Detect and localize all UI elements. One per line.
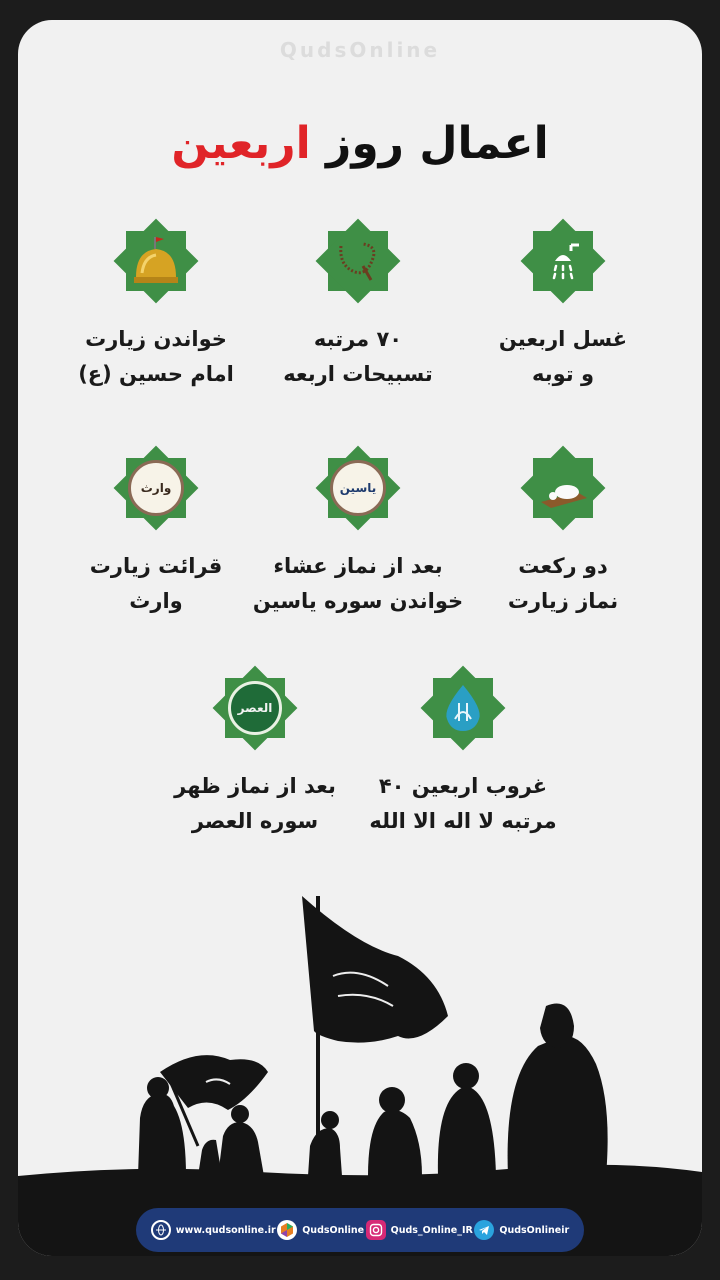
footer-website[interactable] bbox=[151, 1220, 276, 1240]
prayer-icon bbox=[520, 445, 606, 531]
tahlil-calligraphy-icon bbox=[420, 665, 506, 751]
small-flag bbox=[160, 1055, 268, 1110]
watermark: QudsOnline bbox=[279, 38, 441, 62]
rosary-icon bbox=[315, 218, 401, 304]
shrine-dome-icon bbox=[113, 218, 199, 304]
app-text: QudsOnline bbox=[302, 1224, 365, 1236]
shower-icon bbox=[520, 218, 606, 304]
yasin-calligraphy-icon: یاسین bbox=[315, 445, 401, 531]
footer-app[interactable] bbox=[277, 1220, 364, 1240]
website-text: www.qudsonline.ir bbox=[175, 1224, 276, 1236]
globe-icon bbox=[151, 1220, 171, 1240]
item-label: بعد از نماز عشاء خواندن سوره یاسین bbox=[252, 554, 464, 613]
item-label: دو رکعت نماز زیارت bbox=[507, 554, 619, 613]
instagram-icon bbox=[366, 1220, 386, 1240]
item-label: غروب اربعین ۴۰ مرتبه لا اله الا الله bbox=[369, 774, 557, 833]
instagram-text: Quds_Online_IR bbox=[390, 1224, 473, 1236]
title-main: اعمال روز bbox=[325, 118, 549, 169]
black-flag bbox=[302, 896, 448, 1043]
item-label: غسل اربعین و توبه bbox=[498, 327, 628, 386]
footer-telegram[interactable] bbox=[474, 1220, 569, 1240]
list-item bbox=[145, 665, 365, 839]
infographic-card bbox=[18, 20, 702, 1256]
list-item bbox=[353, 665, 573, 839]
list-item bbox=[46, 218, 266, 392]
app-logo-icon bbox=[277, 1220, 297, 1240]
asr-calligraphy-icon: العصر bbox=[212, 665, 298, 751]
title-accent: اربعین bbox=[171, 118, 311, 169]
item-label: ۷۰ مرتبه تسبیحات اربعه bbox=[283, 327, 433, 386]
footer-instagram[interactable] bbox=[366, 1220, 473, 1240]
list-item bbox=[248, 218, 468, 392]
item-label: بعد از نماز ظهر سوره العصر bbox=[174, 774, 336, 833]
list-item bbox=[453, 218, 673, 392]
pilgrims-silhouette-illustration bbox=[18, 896, 702, 1256]
telegram-text: QudsOnlineir bbox=[499, 1224, 570, 1236]
list-item bbox=[248, 445, 468, 619]
list-item bbox=[453, 445, 673, 619]
page-title bbox=[18, 118, 702, 169]
item-label: قرائت زیارت وارث bbox=[89, 554, 223, 613]
telegram-icon bbox=[474, 1220, 494, 1240]
warith-calligraphy-icon: وارث bbox=[113, 445, 199, 531]
footer-bar bbox=[136, 1208, 584, 1252]
item-label: خواندن زیارت امام حسین (ع) bbox=[78, 327, 234, 386]
list-item bbox=[46, 445, 266, 619]
